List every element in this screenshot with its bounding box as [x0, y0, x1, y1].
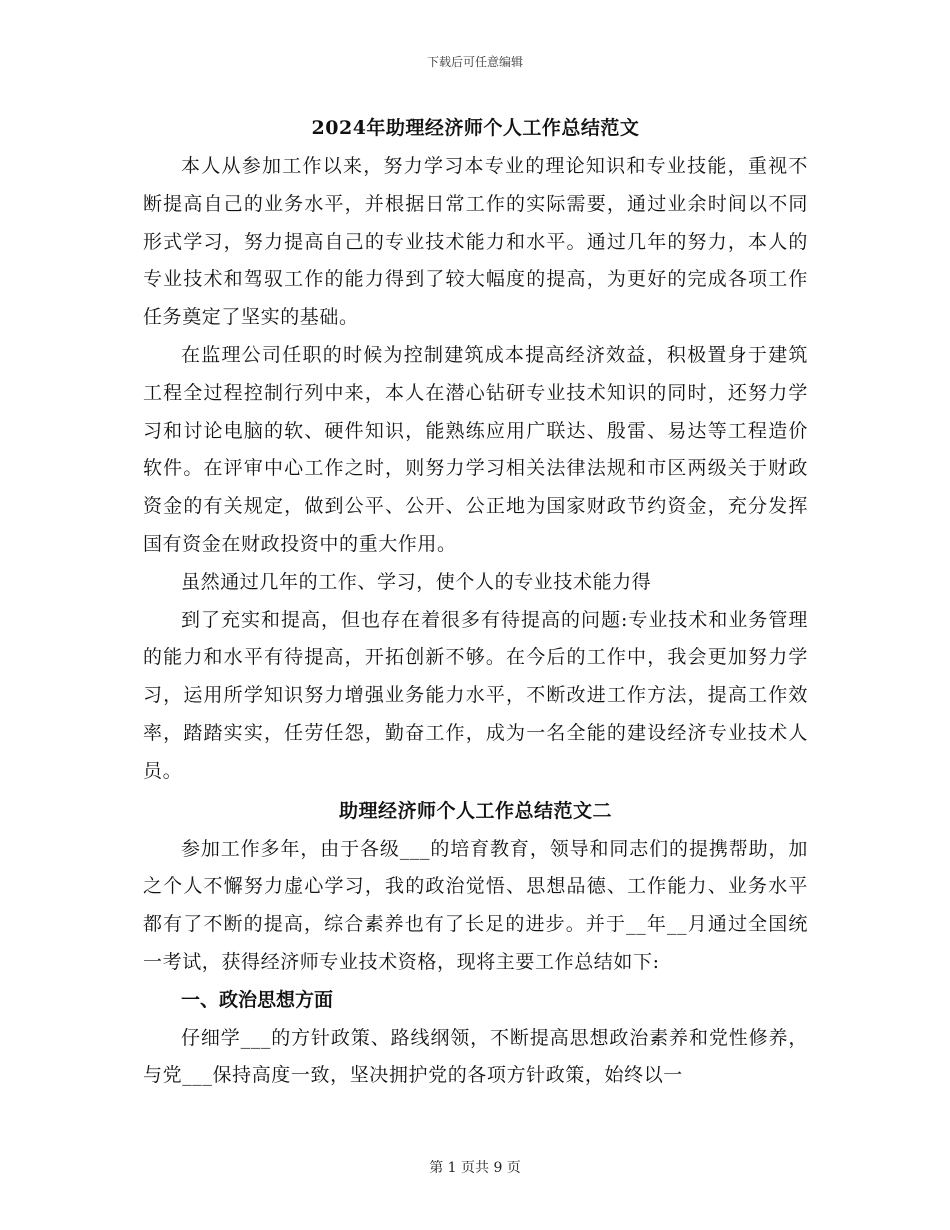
paragraph: 本人从参加工作以来，努力学习本专业的理论知识和专业技能，重视不断提高自己的业务水平，并根据日常工作的实际需要，通过业余时间以不同形式学习，努力提高自己的专业技术能力和水平。通过几年的努力，本人的专业技术和驾驭工作的能力得到了较大幅度的提高，为更好的完成各项工作任务奠定了坚实的基础。 [143, 155, 808, 329]
page-footer: 第 1 页共 9 页 [429, 1160, 521, 1176]
paragraph: 到了充实和提高，但也存在着很多有待提高的问题:专业技术和业务管理的能力和水平有待提高，开拓创新不够。在今后的工作中，我会更加努力学习，运用所学知识努力增强业务能力水平，不断改进工作方法，提高工作效率，踏踏实实，任劳任怨，勤奋工作，成为一名全能的建设经济专业技术人员。 [143, 608, 808, 782]
paragraph: 虽然通过几年的工作、学习，使个人的专业技术能力得 [181, 570, 652, 593]
paragraph: 在监理公司任职的时候为控制建筑成本提高经济效益，积极置身于建筑工程全过程控制行列中来，本人在潜心钻研专业技术知识的同时，还努力学习和讨论电脑的软、硬件知识，能熟练应用广联达、殷雷、易达等工程造价软件。在评审中心工作之时，则努力学习相关法律法规和市区两级关于财政资金的有关规定，做到公平、公开、公正地为国家财政节约资金，充分发挥国有资金在财政投资中的重大作用。 [143, 343, 808, 555]
paragraph: 仔细学___的方针政策、路线纲领，不断提高思想政治素养和党性修养，与党___保持高度一致，坚决拥护党的各项方针政策，始终以一 [143, 1026, 808, 1087]
document-title: 2024年助理经济师个人工作总结范文 [311, 117, 640, 139]
paragraph: 参加工作多年，由于各级___的培育教育，领导和同志们的提携帮助，加之个人不懈努力虚心学习，我的政治觉悟、思想品德、工作能力、业务水平都有了不断的提高，综合素养也有了长足的进步。并于__年__月通过全国统一考试，获得经济师专业技术资格，现将主要工作总结如下: [143, 837, 808, 973]
document-body [143, 108, 808, 1095]
header-note: 下载后可任意编辑 [426, 55, 523, 69]
section-heading: 一、政治思想方面 [181, 988, 334, 1011]
section-title: 助理经济师个人工作总结范文二 [338, 799, 612, 822]
